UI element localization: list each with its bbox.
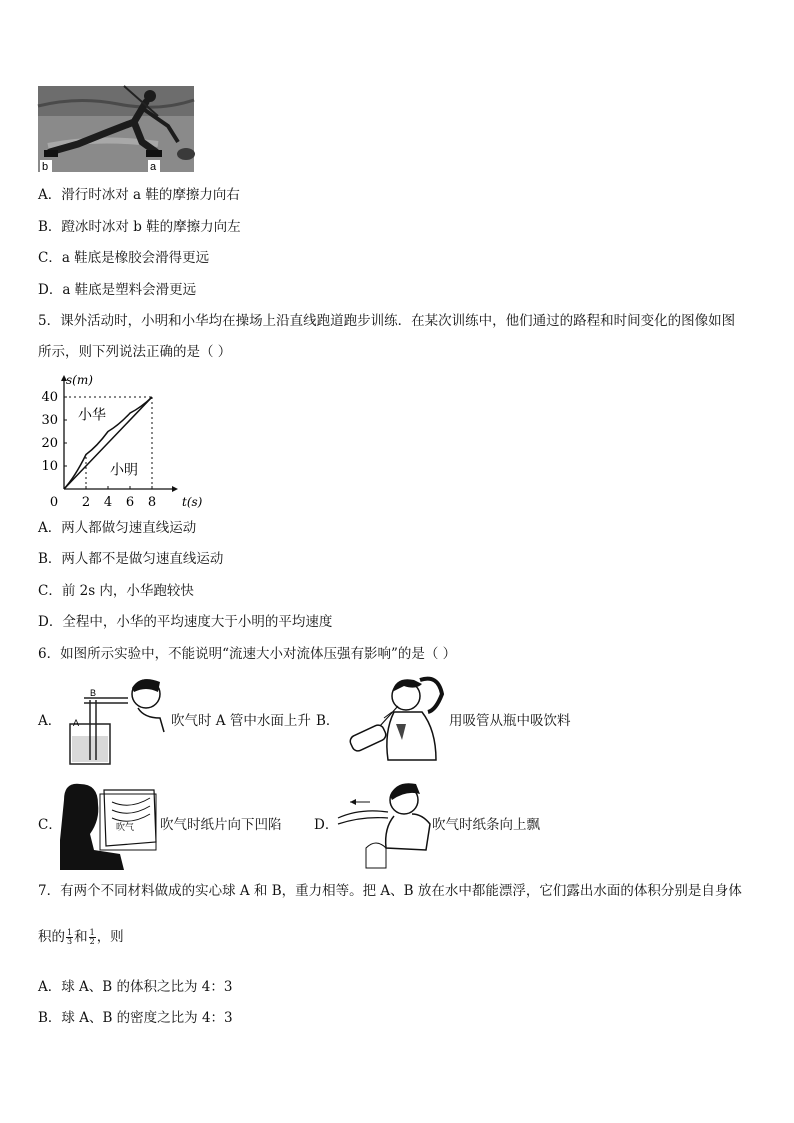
- q5-stem-line1: 5．课外活动时，小明和小华均在操场上沿直线跑道跑步训练．在某次训练中，他们通过的路程和时间变化的图像如图: [38, 313, 736, 329]
- skater-photo: [38, 86, 194, 172]
- q6-c-text: 吹气时纸片向下凹陷: [160, 817, 282, 833]
- q7-option-b: B．球 A、B 的密度之比为 4：3: [38, 1010, 233, 1026]
- q4-option-b: B．蹬冰时冰对 b 鞋的摩擦力向左: [38, 219, 241, 235]
- fraction-one-half: [89, 929, 96, 946]
- frac1-num: 1: [67, 928, 73, 937]
- label-a: a: [150, 161, 157, 173]
- x-axis-arrow: [172, 486, 178, 492]
- x-tick-label: 6: [125, 495, 135, 510]
- q6-c-letter: C．: [38, 817, 62, 833]
- q7-option-a: A．球 A、B 的体积之比为 4：3: [38, 979, 233, 995]
- q7-stem-line1: 7．有两个不同材料做成的实心球 A 和 B，重力相等。把 A、B 放在水中都能漂浮，它们露出水面的体积分别是自身体: [38, 883, 742, 899]
- q7-stem-line2: [38, 928, 124, 946]
- q5-option-d: D．全程中，小华的平均速度大于小明的平均速度: [38, 614, 333, 630]
- q4-option-c: C．a 鞋底是橡胶会滑得更远: [38, 250, 210, 266]
- x-tick-label: 4: [103, 495, 113, 510]
- fig-c-label: 吹气: [116, 823, 135, 833]
- q6-a-letter: A．: [38, 713, 62, 729]
- y-axis-label: s(m): [66, 373, 93, 387]
- fraction-one-third: [66, 929, 73, 946]
- label-b: b: [42, 161, 49, 173]
- q6-figure-a: [68, 672, 168, 768]
- q4-option-d: D．a 鞋底是塑料会滑更远: [38, 282, 197, 298]
- frac2-num: 1: [89, 928, 95, 937]
- q6-a-text: 吹气时 A 管中水面上升: [171, 713, 311, 729]
- q4-option-a: A．滑行时冰对 a 鞋的摩擦力向右: [38, 187, 240, 203]
- q7-and: 和: [74, 929, 88, 945]
- q6-stem: 6．如图所示实验中，不能说明“流速大小对流体压强有影响”的是（ ）: [38, 646, 457, 662]
- y-tick-label: 20: [41, 436, 58, 451]
- q7-stem-post: ，则: [96, 929, 124, 945]
- q6-figure-b: [344, 670, 446, 764]
- q7-stem-pre: 积的: [38, 929, 65, 945]
- q6-b-text: 用吸管从瓶中吸饮料: [449, 713, 571, 729]
- fig-a-label-b: B: [90, 688, 97, 698]
- series-label-xiaohua: 小华: [78, 407, 106, 424]
- x-tick-label: 8: [147, 495, 157, 510]
- q5-option-b: B．两人都不是做匀速直线运动: [38, 551, 224, 567]
- q6-d-text: 吹气时纸条向上飘: [432, 817, 540, 833]
- q5-option-c: C．前 2s 内，小华跑较快: [38, 583, 194, 599]
- q6-b-letter: B．: [316, 713, 340, 729]
- q6-figure-c: [60, 780, 160, 870]
- x-tick-label: 0: [49, 495, 59, 510]
- q6-d-letter: D．: [314, 817, 339, 833]
- y-tick-label: 40: [41, 390, 58, 405]
- fig-a-label-a: A: [73, 718, 80, 728]
- frac2-den: 2: [89, 937, 95, 946]
- x-axis-label: t(s): [182, 495, 203, 509]
- series-label-xiaoming: 小明: [110, 462, 138, 479]
- q6-figure-d: [336, 778, 434, 870]
- x-tick-label: 2: [81, 495, 91, 510]
- q5-stem-line2: 所示，则下列说法正确的是（ ）: [38, 344, 232, 360]
- q5-option-a: A．两人都做匀速直线运动: [38, 520, 197, 536]
- y-tick-label: 30: [41, 413, 58, 428]
- frac1-den: 3: [67, 937, 73, 946]
- y-tick-label: 10: [41, 459, 58, 474]
- s-t-chart: [30, 366, 203, 510]
